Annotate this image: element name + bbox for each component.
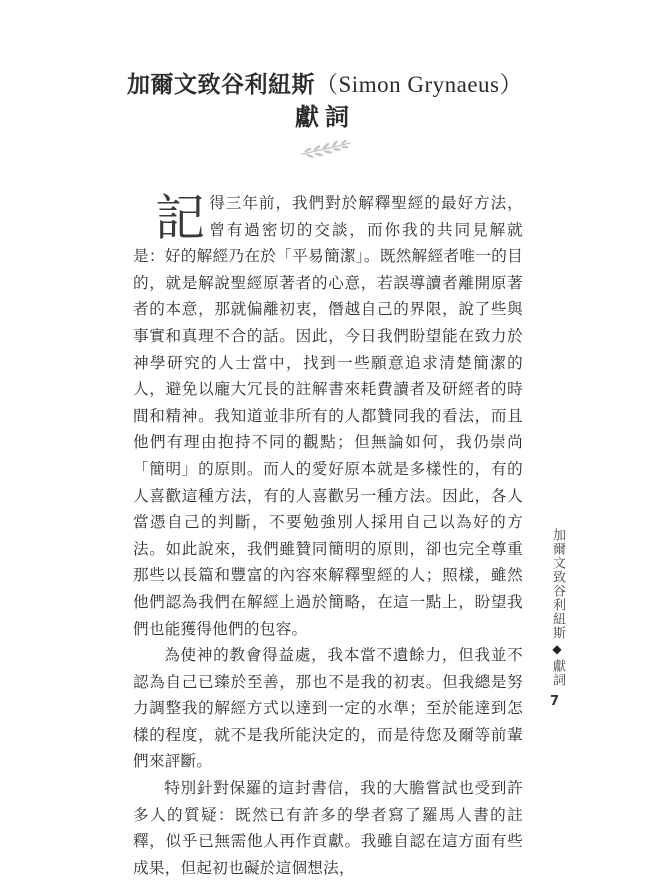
page-number: 7 <box>550 694 560 709</box>
laurel-branch-icon <box>298 138 354 160</box>
chapter-title-cjk: 加爾文致谷利紐斯 <box>127 71 316 98</box>
paragraph-1 <box>133 190 523 642</box>
running-head <box>548 528 566 687</box>
paragraph-1-text: 得三年前，我們對於解釋聖經的最好方法，曾有過密切的交談，而你我的共同見解就是：好的解經乃在於「平易簡潔」。既然解經者唯一的目的，就是解說聖經原著者的心意，若誤導讀者離開原著者的本意，那就偏離初衷，僭越自己的界限，說了些與事實和真理不合的話。因此，今日我們盼望能在致力於神學研究的人士當中，找到一些願意追求清楚簡潔的人，避免以龐大冗長的註解書來耗費讀者及研經者的時間和精神。我知道並非所有的人都贊同我的看法，而且他們有理由抱持不同的觀點；但無論如何，我仍崇尚「簡明」的原則。而人的愛好原本就是多樣性的，有的人喜歡這種方法，有的人喜歡另一種方法。因此，各人當憑自己的判斷，不要勉強別人採用自己以為好的方法。如此說來，我們雖贊同簡明的原則，卻也完全尊重那些以長篇和豐富的內容來解釋聖經的人；照樣，雖然他們認為我們在解經上過於簡略，在這一點上，盼望我們也能獲得他們的包容。 <box>133 194 523 638</box>
running-head-subtitle: 獻詞 <box>550 659 565 687</box>
diamond-icon: ◆ <box>550 642 564 657</box>
chapter-title-latin: （Simon Grynaeus） <box>315 72 523 97</box>
drop-cap: 記 <box>155 189 206 247</box>
paragraph-2: 為使神的教會得益處，我本當不遺餘力，但我並不認為自己已臻於至善，那也不是我的初衷。但我總是努力調整我的解經方式以達到一定的水準；至於能達到怎樣的程度，就不是我所能決定的，而是待您及爾等前輩們來評斷。 <box>133 646 523 771</box>
paragraph-3: 特別針對保羅的這封書信，我的大膽嘗試也受到許多人的質疑：既然已有許多的學者寫了羅馬人書的註釋，似乎已無需他人再作貢獻。我雖自認在這方面有些成果，但起初也礙於這個想法， <box>133 779 523 877</box>
body-text <box>133 190 523 881</box>
running-head-title: 加爾文致谷利紐斯 <box>550 528 565 640</box>
chapter-subtitle: 獻詞 <box>295 102 355 131</box>
chapter-title <box>0 66 650 99</box>
